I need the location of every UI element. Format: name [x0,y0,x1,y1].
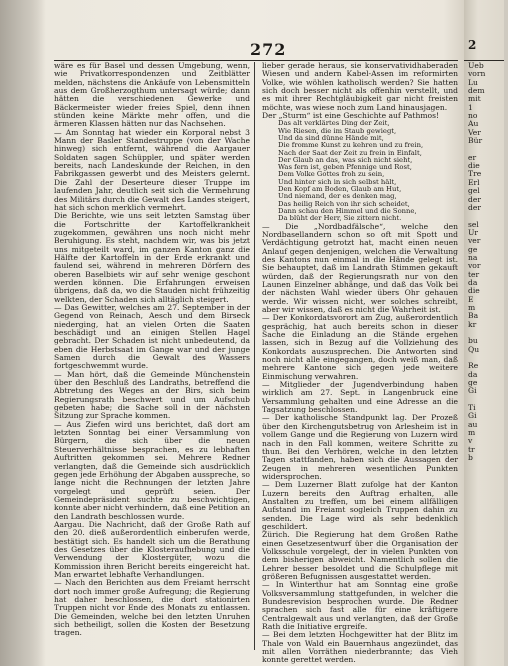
adjacent-text-fragment: Ba [468,311,479,321]
adjacent-text-fragment: dem [468,86,485,96]
adjacent-text-fragment: da [468,277,478,287]
adjacent-text-fragment: au [468,419,478,429]
poem-block [262,120,458,222]
poem-line: Nach der Saat der Zeit zu frein in Einfalt, [278,148,422,157]
adjacent-text-fragment: 1 [468,102,473,112]
adjacent-text-fragment: m [468,428,476,438]
adjacent-page-number: 2 [468,38,477,52]
article-paragraph: — Dem Luzerner Blatt zufolge hat der Kanton Luzern bereits den Auftrag erhalten, alle Anstalten zu treffen, um bei einem allfälligen Aufstand im Freiamt sogleich Truppen dahin zu senden. Die Lage wird als sehr bedenklich geschildert. [262,480,458,531]
adjacent-text-fragment: kr [468,319,477,329]
adjacent-text-fragment: Qu [468,344,480,354]
adjacent-text-fragment: mit [468,94,481,104]
adjacent-text-fragment: ge [468,244,478,254]
article-paragraph: Der „Sturm“ ist eine Geschichte auf Pathmos! [262,111,440,121]
right-column [262,61,458,665]
adjacent-text-fragment: m [468,302,476,312]
poem-line: Wie Riesen, die im Staub gewiegt, [278,126,397,135]
adjacent-text-fragment: Ti [468,403,476,413]
adjacent-text-fragment: sel [468,219,479,229]
adjacent-text-fragment: Lu [468,77,478,87]
article-paragraph: — Am Sonntag hat wieder ein Korporal nebst 3 Mann der Basler Standestruppe (von der Wache hinweg) sich entfernt, während die Aargauer Soldaten sagen Schüppler, und später werden bereits, nach Landeskunde der Reichen, in den Fabrikgassen gewerbt und des Meisters gelernt. Die Zahl der Deserteure dieser Truppe im laufenden Jahr, deutlich seit sich die Vermehrung des Militärs durch die Gewalt des Landes steigert, hat sich schon merklich vermehrt. [54,127,250,212]
poem-line: Und niemand, der es denken mag, [278,192,397,201]
article-paragraph: — Die „Nordbadfälsche“, welche den Nordbasellandern schon so oft mit Spott und Verdächtigung getrotzt hat, macht einen neuen Anlauf gegen denjenigen, welchen die Verwaltung des Kantons nun einmal in die Hände gelegt ist. Sie behauptet, daß im Landrath Stimmen gekauft würden, daß der Regierungsrath nur von den Launen Einzelner abhänge, und daß das Volk bei der nächsten Wahl wieder übers Ohr gehauen werde. Wir wissen nicht, wer solches schreibt, aber wir wissen, daß es nicht die Wahrheit ist. [262,221,458,314]
poem-line: Das alt verklärtes Ding der Zeit, [278,119,390,128]
adjacent-text-fragment: no [468,111,478,121]
adjacent-text-fragment: E [468,294,474,304]
poem-line: Und da sind dünne Hände mit, [278,134,384,142]
adjacent-text-fragment: Re [468,361,479,371]
article-paragraph: lieber gerade heraus, sie konservatividhaberaden Wiesen und andern Kabel-Assen im reformirten Volke, wie wöhlen katholisch werden? Sie hatten sich doch besser nicht als offenhin verstellt, und es mit ihrer Rechtgläubigkeit gar nicht freisten möchte, was wiese noch zum Land hinausjagen. [262,61,458,112]
poem-line: Dann schau den Himmel und die Sonne, [278,206,417,215]
adjacent-text-fragment: Ueb [468,61,484,70]
poem-line: Den Kopf am Boden, Glaub am Hut, [278,185,402,194]
adjacent-text-fragment: ter [468,269,480,279]
left-column [54,62,250,652]
article-paragraph: Zürich. Die Regierung hat dem Großen Rathe einen Gesetzesentwurf über die Organisation der Volksschule vorgelegt, der in vielen Punkten von dem bisherigen abweicht. Namentlich sollen die Lehrer besser besoldet und die Schulpflege mit größeren Befugnissen ausgestattet werden. [262,530,458,581]
adjacent-text-fragment: der [468,202,481,212]
article-paragraph: Aargau. Die Nachricht, daß der Große Rath auf den 20. dieß außerordentlich einberufen werde, bestätigt sich. Es handelt sich um die Berathung des Gesetzes über die Klosteraufhebung und die Verwendung der Klostergüter, wozu die Kommission ihren Bericht bereits eingereicht hat. Man erwartet lebhafte Verhandlungen. [54,519,250,579]
adjacent-text-fragment: Tre [468,169,482,179]
article-paragraph: Die Berichte, wie uns seit letzten Samstag über die Fortschritte der Kartoffelkrankheit zugekommen, gewähren uns noch nicht mehr Beruhigung. Es steht, nachdem wir, was bis jetzt uns mitgeteilt ward, im ganzen Kanton ganz die Hälfte der Kartoffeln in der Erde erkrankt und faulend sei, während in mehreren Dörfern des oberen Baselbiets wir auf sehr wenige geschont werden können. Die Erfahrungen erweisen übrigens, daß da, wo die Stauden nicht frühzeitig welkten, der Schaden sich alltäglich steigert. [54,211,250,304]
poem-line: Was fern ist, geben Pfennige und Rost, [278,163,412,172]
adjacent-text-fragment: tr [468,444,475,454]
binding-shadow [0,0,46,666]
adjacent-text-fragment: die [468,286,480,296]
adjacent-text-fragment: ge [468,378,478,388]
adjacent-text-fragment: bu [468,336,478,346]
poem-line: Die fromme Kunst zu kehren und zu frein, [278,141,424,150]
adjacent-text-fragment: Au [468,119,479,129]
adjacent-text-fragment: Bür [468,136,483,146]
article-paragraph: — Der katholische Standpunkt lag. Der Prozeß über den Kirchengutsbetrug von Arlesheim ist in vollem Gange und die Regierung von Luzern wird nach in den Fall kommen, weitere Schritte zu thun. Bei den Verhören, welche in den letzten Tagen stattfanden, haben sich die Aussagen der Zeugen in mehreren wesentlichen Punkten widersprochen. [262,413,458,481]
adjacent-text-fragment: Erl [468,177,480,187]
article-paragraph: — Der Konkordatsvorort am Zug, außerordentlich gesprächig, hat auch bereits schon in dieser Sache die Einladung an die Stände ergehen lassen, sich in Bezug auf die Vollziehung des Konkordats auszusprechen. Die Antworten sind noch nicht alle eingegangen, doch weiß man, daß mehrere Kantone sich gegen jede weitere Einmischung verwahren. [262,313,458,381]
adjacent-text-fragment: vorn [468,69,486,79]
adjacent-text-fragment: b [468,453,473,463]
adjacent-text-fragment: er [468,152,477,162]
article-paragraph: — Aus Ziefen wird uns berichtet, daß dort am letzten Sonntag bei einer Versammlung von Bürgern, die sich über die neuen Steuerverhältnisse besprachen, es zu lebhaften Auftritten gekommen sei. Mehrere Redner verlangten, daß die Gemeinde sich ausdrücklich gegen jede Erhöhung der Abgaben ausspreche, so lange nicht die Rechnungen der letzten Jahre vorgelegt und geprüft seien. Der Gemeindepräsident suchte zu beschwichtigen, konnte aber nicht verhindern, daß eine Petition an den Landrath beschlossen wurde. [54,419,250,521]
adjacent-text-fragment: vor [468,261,481,271]
poem-line: Der Glaub an das, was sich nicht sieht, [278,155,413,164]
article-paragraph: — Das Gewitter, welches am 27. September in der Gegend von Reinach, Aesch und dem Birseck niederging, hat an vielen Orten die Saaten beschädigt und an einigen Stellen Hagel gebracht. Der Schaden ist nicht unbedeutend, da eben die Herbstsaat im Gange war und der junge Samen durch die Gewalt des Wassers fortgeschwemmt wurde. [54,302,250,371]
adjacent-text-fragment: Ver [468,127,481,137]
article-paragraph: — Mitglieder der Jugendverbindung haben wirklich am 27. Sept. in Langenbruck eine Versammlung gehalten und eine Adresse an die Tagsatzung beschlossen. [262,380,458,415]
poem-line: Da blüht der Herr, Sie zittern nicht. [278,214,402,223]
article-paragraph: — In Winterthur hat am Sonntag eine große Volksversammlung stattgefunden, in welcher die Bundesrevision besprochen wurde. Die Redner sprachen sich fast alle für eine kräftigere Centralgewalt aus und verlangten, daß der Große Rath die Initiative ergreife. [262,580,458,632]
page-number: 272 [250,40,287,59]
adjacent-text-fragment: gel [468,186,480,196]
adjacent-text-fragment: die [468,161,480,171]
adjacent-page-text [468,62,508,463]
adjacent-text-fragment: Ur [468,227,479,237]
article-paragraph: — Man hört, daß die Gemeinde Münchenstein über den Beschluß des Landraths, betreffend die Abtretung des Weges an der Birs, sich beim Regierungsrath beschwert und um Aufschub gebeten habe; die Sache soll in der nächsten Sitzung zur Sprache kommen. [54,369,250,421]
adjacent-text-fragment: der [468,194,481,204]
adjacent-text-fragment: ver [468,236,481,246]
poem-line: Und hinter sich in sich selbst hält, [278,177,397,186]
poem-line: Das heilig Reich von ihr sich scheidet, [278,199,410,208]
article-paragraph: wäre es für Basel und dessen Umgebung, wenn, wie Privatkorrespondenzen und Zeitblätter melden, nächstens die Ankäufe von Lebensmitteln aus dem Großherzogthum untersagt würde; dann hätten die verschiedenen Gewerke und Bäckermeister wieder freies Spiel, denn ihnen stünden keine Märkte mehr offen, und die ärmeren Klassen hätten nur das Nachsehen. [54,61,250,129]
adjacent-text-fragment: Gi [468,386,477,396]
adjacent-text-fragment: Gi [468,411,477,421]
adjacent-text-fragment: v [468,436,473,446]
adjacent-text-fragment: da [468,369,478,379]
poem-line: Dem Volke Gottes froh zu sein, [278,170,385,179]
newspaper-page [44,0,458,666]
adjacent-page-edge [464,0,504,666]
article-paragraph: — Bei dem letzten Hochgewitter hat der Blitz im Thale von Wald ein Bauernhaus angezündet, das mit allen Vorräthen niederbrannte; das Vieh konnte gerettet werden. [262,630,458,665]
article-paragraph: — Nach den Berichten aus dem Freiamt herrscht dort noch immer große Aufregung; die Regierung hat daher beschlossen, die dort stationirten Truppen nicht vor Ende des Monats zu entlassen. Die Gemeinden, welche bei den letzten Unruhen sich betheiligt, sollen die Kosten der Besetzung tragen. [54,578,250,638]
column-divider [254,62,255,650]
adjacent-text-fragment: na [468,252,478,262]
